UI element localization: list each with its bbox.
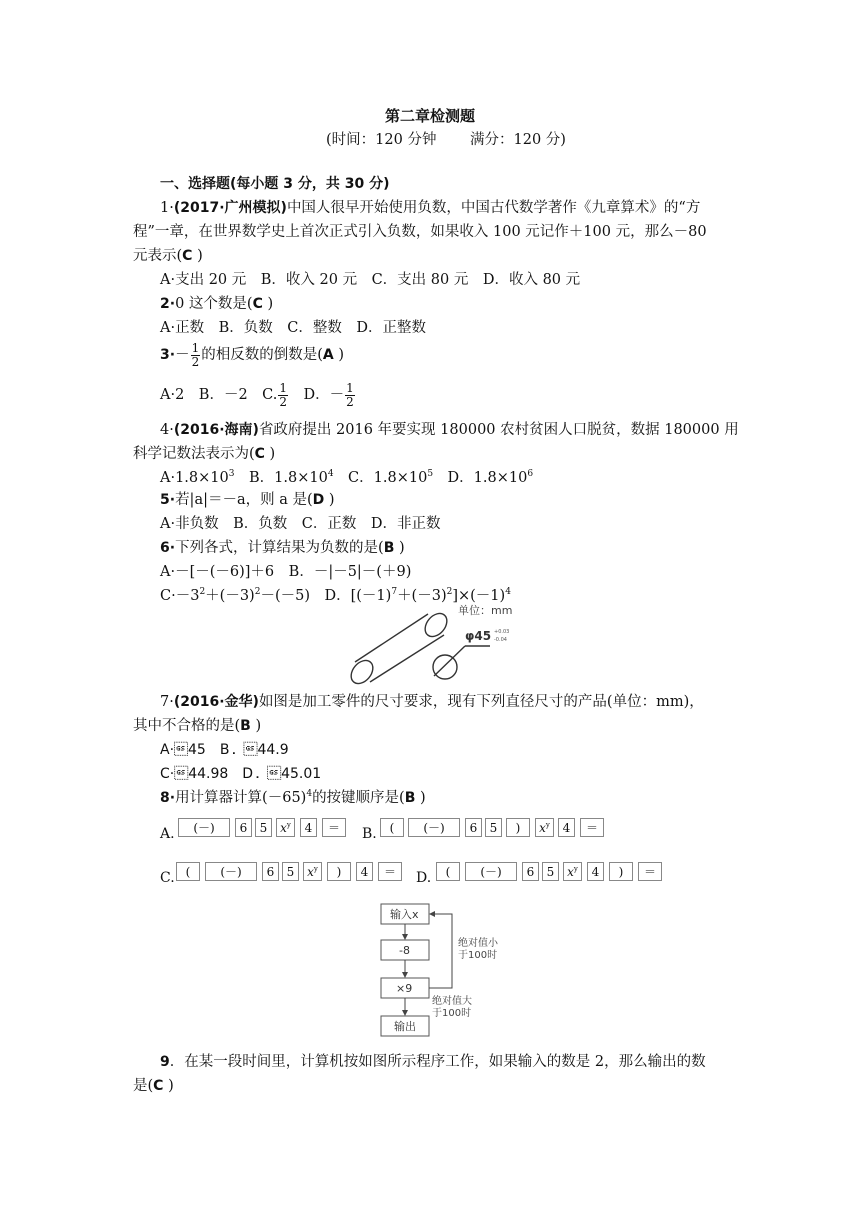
subtitle-score: 满分：120 分)	[470, 132, 566, 148]
question-source: (2016·金华)	[173, 694, 259, 710]
exponent: 3	[228, 469, 235, 479]
key-negative: (－)	[205, 862, 257, 881]
question-5	[160, 490, 335, 510]
key-5: 5	[485, 818, 502, 837]
section-heading: 一、选择题(每小题 3 分，共 30 分)	[160, 176, 390, 192]
key-6: 6	[235, 818, 252, 837]
question-7-line-2	[133, 716, 261, 736]
key-equals: ＝	[322, 818, 346, 837]
question-text: 的相反数的倒数是(	[201, 347, 323, 363]
key-power: $x^y$	[535, 818, 554, 837]
key-equals: ＝	[580, 818, 604, 837]
cylinder-end-near	[347, 656, 378, 687]
key-equals: ＝	[638, 862, 662, 881]
option-text: ]×(－1)	[452, 588, 506, 604]
question-7-line-1	[160, 692, 704, 712]
option-c: C．1.8×10	[333, 470, 428, 486]
question-4-line-2	[133, 444, 275, 464]
exponent: 6	[527, 469, 534, 479]
diameter-line	[434, 646, 465, 676]
question-text: 其中不合格的是(	[133, 718, 241, 734]
cylinder-edge	[355, 614, 428, 662]
question-text: 下列各式，计算结果为负数的是(	[175, 540, 384, 556]
key-left-paren: (	[176, 862, 200, 881]
question-text: 如图是加工零件的尺寸要求，现有下列直径尺寸的产品(单位：mm)，	[258, 694, 704, 710]
key-power: $x^y$	[303, 862, 322, 881]
paren: )	[269, 446, 276, 462]
key-negative: (－)	[465, 862, 517, 881]
flow-input-label: 输入x	[390, 908, 419, 921]
answer: B	[383, 540, 395, 556]
option-label: D.	[416, 870, 432, 886]
question-text: 元表示(	[133, 248, 183, 264]
answer: D	[312, 492, 325, 508]
question-1-line-2: 程”一章，在世界数学史上首次正式引入负数，如果收入 100 元记作＋100 元，那么－80	[133, 224, 707, 240]
dimension-label: φ45	[465, 629, 492, 643]
option-text: A·2 B．－2 C.	[160, 387, 278, 403]
answer: B	[404, 790, 416, 806]
paren: )	[197, 248, 203, 264]
key-4: 4	[558, 818, 575, 837]
key-5: 5	[255, 818, 272, 837]
key-6: 6	[465, 818, 482, 837]
question-text: 0 这个数是(	[175, 296, 253, 312]
flowchart	[370, 900, 520, 1040]
flow-loop-label-2: 于100时	[458, 950, 498, 961]
key-4: 4	[300, 818, 317, 837]
cross-section-circle	[433, 655, 457, 679]
fraction-denominator: 2	[279, 394, 288, 409]
fraction-denominator: 2	[191, 354, 200, 369]
option-text: C·－3	[160, 588, 200, 604]
question-1-line-3	[133, 246, 203, 266]
question-text: 省政府提出 2016 年要实现 180000 农村贫困人口脱贫，数据 180000 用	[258, 422, 739, 438]
question-number: 6·	[160, 540, 176, 556]
option-text: D．－	[289, 387, 345, 403]
key-power: $x^y$	[276, 818, 295, 837]
fraction	[191, 342, 201, 369]
tolerance-lower: -0.04	[494, 637, 507, 643]
answer: C	[153, 1078, 164, 1094]
fraction-denominator: 2	[346, 394, 354, 409]
key-power: $x^y$	[563, 862, 582, 881]
question-4-options	[160, 468, 533, 488]
option-a: A·1.8×10	[160, 470, 229, 486]
subtitle-time: (时间：120 分钟	[326, 132, 437, 148]
question-text: 的按键顺序是(	[312, 790, 405, 806]
question-number: 5·	[160, 492, 176, 508]
key-5: 5	[282, 862, 299, 881]
answer: C	[182, 248, 193, 264]
question-number: 2·	[160, 296, 176, 312]
exponent: 4	[505, 587, 511, 597]
tolerance-upper: +0.03	[494, 629, 510, 635]
exponent: 7	[391, 587, 398, 597]
cylinder-edge	[370, 635, 444, 682]
unit-label: 单位：mm	[458, 604, 513, 617]
fraction	[278, 382, 288, 409]
key-6: 6	[522, 862, 539, 881]
exponent: 5	[427, 469, 434, 479]
flow-exit-label-2: 于100时	[432, 1008, 472, 1019]
question-8	[160, 788, 426, 808]
minus-sign: －	[175, 347, 190, 363]
question-text: 是(	[133, 1078, 154, 1094]
flow-loop-label-1: 绝对值小	[458, 938, 498, 949]
key-6: 6	[262, 862, 279, 881]
question-source: (2016·海南)	[173, 422, 259, 438]
question-number: 7·	[160, 694, 174, 710]
flow-output-label: 输出	[394, 1020, 416, 1033]
paren: )	[399, 540, 405, 556]
exponent: 4	[327, 469, 334, 479]
paren: )	[338, 347, 344, 363]
cylinder-end-far	[421, 609, 452, 640]
question-2-options: A·正数 B．负数 C．整数 D．正整数	[160, 320, 426, 336]
option-label: B.	[362, 826, 377, 842]
fraction-numerator: 1	[191, 340, 200, 355]
question-number: 8·	[160, 790, 176, 806]
option-d: D．1.8×10	[433, 470, 528, 486]
question-7-options-1: A· 45 B． 44.9	[160, 742, 289, 758]
question-3-options	[160, 380, 356, 410]
question-1-options: A·支出 20 元 B．收入 20 元 C．支出 80 元 D．收入 80 元	[160, 272, 581, 288]
fraction-numerator: 1	[279, 380, 288, 395]
question-text: 用计算器计算(－65)	[175, 790, 307, 806]
paren: )	[168, 1078, 174, 1094]
answer: A	[322, 347, 334, 363]
exponent: 4	[306, 789, 313, 799]
question-number: 9	[160, 1054, 170, 1070]
paren: )	[328, 492, 335, 508]
question-6-options-1: A·－[－(－6)]＋6 B．－|－5|－(＋9)	[160, 564, 412, 580]
question-number: 1·	[160, 200, 174, 216]
question-9-line-1	[160, 1052, 706, 1072]
exponent: 2	[199, 587, 206, 597]
key-left-paren: (	[380, 818, 404, 837]
fraction	[345, 382, 355, 409]
paren: )	[255, 718, 262, 734]
flow-exit-label-1: 绝对值大	[432, 996, 472, 1007]
option-text: ＋(－3)	[205, 588, 255, 604]
question-text: 中国人很早开始使用负数，中国古代数学著作《九章算术》的“方	[286, 200, 701, 216]
part-figure	[340, 600, 540, 690]
key-equals: ＝	[378, 862, 402, 881]
question-4-line-1	[160, 420, 739, 440]
question-number: 4·	[160, 422, 174, 438]
option-b: B．1.8×10	[234, 470, 328, 486]
question-5-options: A·非负数 B．负数 C．正数 D．非正数	[160, 516, 441, 532]
paren: )	[267, 296, 274, 312]
question-9-line-2	[133, 1076, 174, 1096]
answer: C	[254, 446, 265, 462]
exponent: 2	[446, 587, 453, 597]
key-left-paren: (	[436, 862, 460, 881]
flow-step2-label: ×9	[396, 982, 413, 995]
answer: C	[252, 296, 263, 312]
key-negative: (－)	[178, 818, 230, 837]
key-4: 4	[356, 862, 373, 881]
paren: )	[420, 790, 426, 806]
flow-loop-arrow	[429, 914, 452, 988]
key-right-paren: )	[506, 818, 530, 837]
question-text: 科学记数法表示为(	[133, 446, 255, 462]
flow-step1-label: -8	[399, 944, 410, 957]
option-text: －(－5) D．[(－1)	[260, 588, 392, 604]
question-3	[160, 340, 344, 370]
answer: B	[240, 718, 251, 734]
fraction-numerator: 1	[346, 380, 354, 395]
question-1-line-1	[160, 198, 700, 218]
question-number: 3·	[160, 347, 176, 363]
key-5: 5	[542, 862, 559, 881]
option-label: A.	[160, 826, 175, 842]
page-title: 第二章检测题	[385, 107, 476, 125]
key-right-paren: )	[609, 862, 633, 881]
question-7-options-2: C· 44.98 D． 45.01	[160, 766, 322, 782]
question-2	[160, 294, 273, 314]
option-text: ＋(－3)	[397, 588, 447, 604]
question-text: 若|a|＝－a，则 a 是(	[175, 492, 313, 508]
option-label: C.	[160, 870, 175, 886]
key-negative: (－)	[408, 818, 460, 837]
question-text: ．在某一段时间里，计算机按如图所示程序工作，如果输入的数是 2，那么输出的数	[169, 1054, 706, 1070]
key-right-paren: )	[327, 862, 351, 881]
exponent: 2	[254, 587, 261, 597]
question-6	[160, 538, 405, 558]
key-4: 4	[587, 862, 604, 881]
question-source: (2017·广州模拟)	[173, 200, 287, 216]
